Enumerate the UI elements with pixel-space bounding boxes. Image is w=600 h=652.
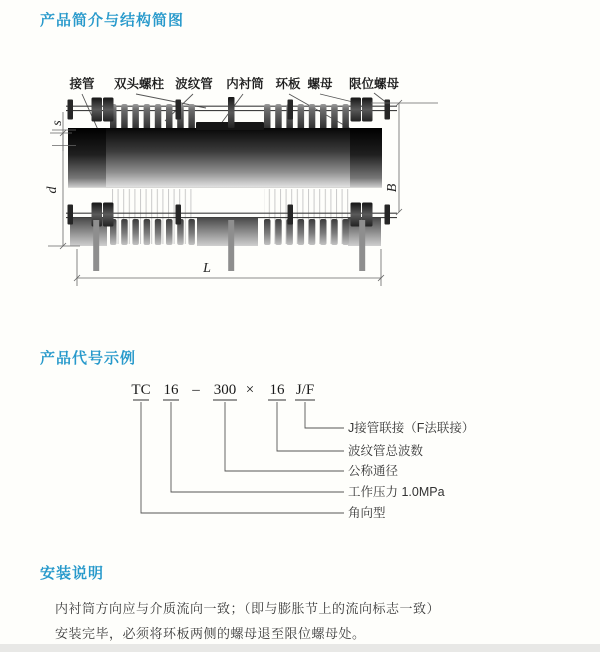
callout-angular-type: 角向型 — [348, 506, 386, 520]
dim-label-s: s — [50, 120, 65, 126]
center-stud-top — [228, 97, 235, 128]
part-label-neichentong: 内衬筒 — [226, 77, 264, 91]
install-instruction-2: 安装完毕，必须将环板两侧的螺母退至限位螺母处。 — [55, 626, 366, 641]
dim-label-B: B — [385, 183, 400, 193]
code-token-connection: J/F — [295, 382, 315, 398]
dim-label-L: L — [203, 261, 211, 276]
code-token-times: × — [245, 382, 255, 398]
section-title-install: 安装说明 — [40, 565, 105, 582]
part-labels — [68, 76, 399, 91]
structure-diagram — [0, 55, 600, 300]
liner-lower — [197, 218, 258, 246]
code-token-diameter: 300 — [213, 382, 237, 398]
dim-label-d: d — [45, 186, 60, 194]
code-token-type: TC — [131, 382, 151, 398]
callout-lines — [141, 402, 344, 513]
callout-working-pressure: 工作压力 1.0MPa — [348, 485, 445, 499]
stud-right — [359, 220, 365, 271]
code-token-pressure: 16 — [163, 382, 179, 398]
part-label-bowenguan: 波纹管 — [175, 77, 213, 91]
code-tokens — [131, 382, 314, 398]
install-instruction-1: 内衬筒方向应与介质流向一致；（即与膨胀节上的流向标志一致） — [55, 601, 441, 616]
code-token-dash: – — [192, 382, 200, 398]
callout-connection: J接管联接（F法联接） — [348, 421, 475, 435]
part-label-xianweiluomu: 限位螺母 — [348, 77, 400, 91]
callout-wave-count: 波纹管总波数 — [348, 444, 424, 458]
section-title-code-example: 产品代号示例 — [40, 350, 137, 367]
section-title-intro: 产品简介与结构简图 — [40, 12, 185, 29]
body-upper — [68, 122, 382, 188]
end-pipe-left — [68, 128, 106, 187]
callout-nominal-diameter: 公称通径 — [348, 464, 399, 478]
end-pipe-right — [350, 128, 382, 187]
page-bottom-strip — [0, 644, 600, 652]
part-label-huanban: 环板 — [275, 77, 301, 91]
part-label-luomu: 螺母 — [307, 77, 333, 91]
part-label-jieguan: 接管 — [69, 77, 95, 91]
callout-labels — [348, 420, 474, 520]
stud-left — [93, 220, 99, 271]
code-token-waves: 16 — [269, 382, 285, 398]
product-code-diagram — [0, 370, 600, 530]
part-label-shuangtouluozhu: 双头螺柱 — [113, 77, 165, 91]
stud-center — [228, 220, 234, 271]
